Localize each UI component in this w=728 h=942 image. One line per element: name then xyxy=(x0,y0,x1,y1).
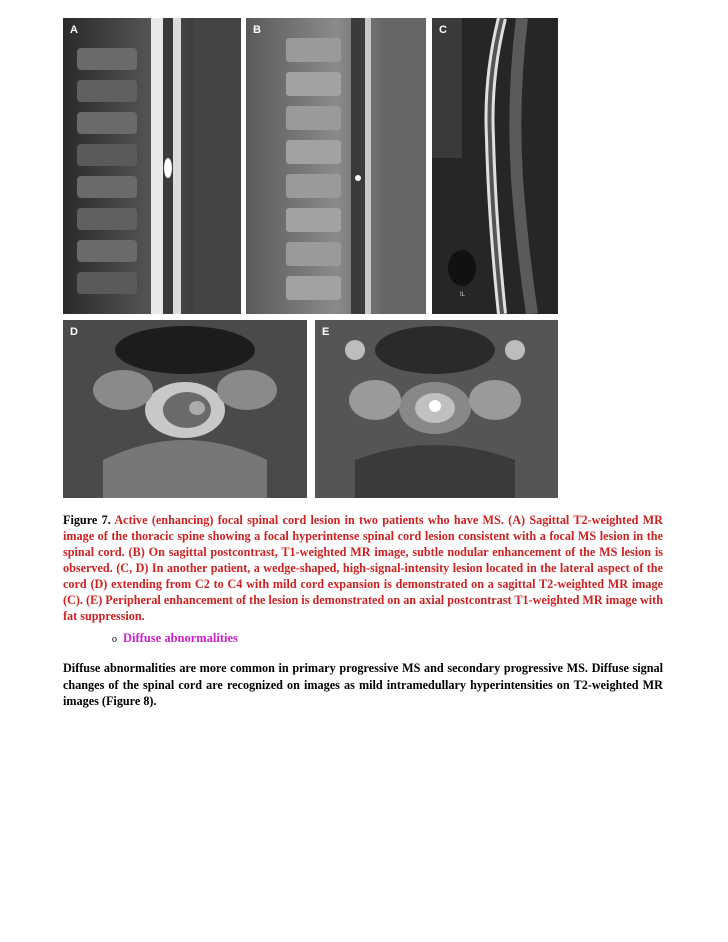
sagittal-thoracic-t2-image xyxy=(63,18,241,314)
mri-panel-d xyxy=(63,320,307,498)
section-heading xyxy=(112,631,238,646)
figure-caption-text: Active (enhancing) focal spinal cord lesion in two patients who have MS. (A) Sagittal T2-weighted MR image of the thoracic spine showing a focal hyperintense spinal cord lesion consistent with a focal MS lesion in the spinal cord. (B) On sagittal postcontrast, T1-weighted MR image, subtle nodular enhancement of the MS lesion is observed. (C, D) In another patient, a wedge-shaped, high-signal-intensity lesion located in the lateral aspect of the cord (D) extending from C2 to C4 with mild cord expansion is demonstrated on a sagittal T2-weighted MR image (C). (E) Peripheral enhancement of the lesion is demonstrated on an axial postcontrast T1-weighted MR image with fat suppression. xyxy=(63,513,663,623)
panel-letter: A xyxy=(70,24,78,36)
axial-t2-image xyxy=(63,320,307,498)
sagittal-cervical-t2-image xyxy=(432,18,558,314)
panel-letter: B xyxy=(253,24,261,36)
mri-panel-b xyxy=(246,18,426,314)
figure-caption xyxy=(63,512,663,624)
mri-panel-e xyxy=(315,320,558,498)
panel-letter: C xyxy=(439,24,447,36)
mri-panel-c xyxy=(432,18,558,314)
panel-letter: E xyxy=(322,326,330,338)
mri-figure xyxy=(63,18,558,498)
bullet-icon: o xyxy=(112,634,117,645)
sagittal-postcontrast-t1-image xyxy=(246,18,426,314)
image-orientation-mark: IL xyxy=(460,292,466,298)
body-paragraph: Diffuse abnormalities are more common in primary progressive MS and secondary progressive MS. Diffuse signal changes of the spinal cord are recognized on images as mild intramedullary hyperintensities on T2-weighted MR images (Figure 8). xyxy=(63,661,663,708)
mri-panel-a xyxy=(63,18,241,314)
panel-letter: D xyxy=(70,326,78,338)
figure-label: Figure 7. xyxy=(63,513,111,527)
section-heading-text: Diffuse abnormalities xyxy=(123,631,238,645)
axial-postcontrast-t1-image xyxy=(315,320,558,498)
